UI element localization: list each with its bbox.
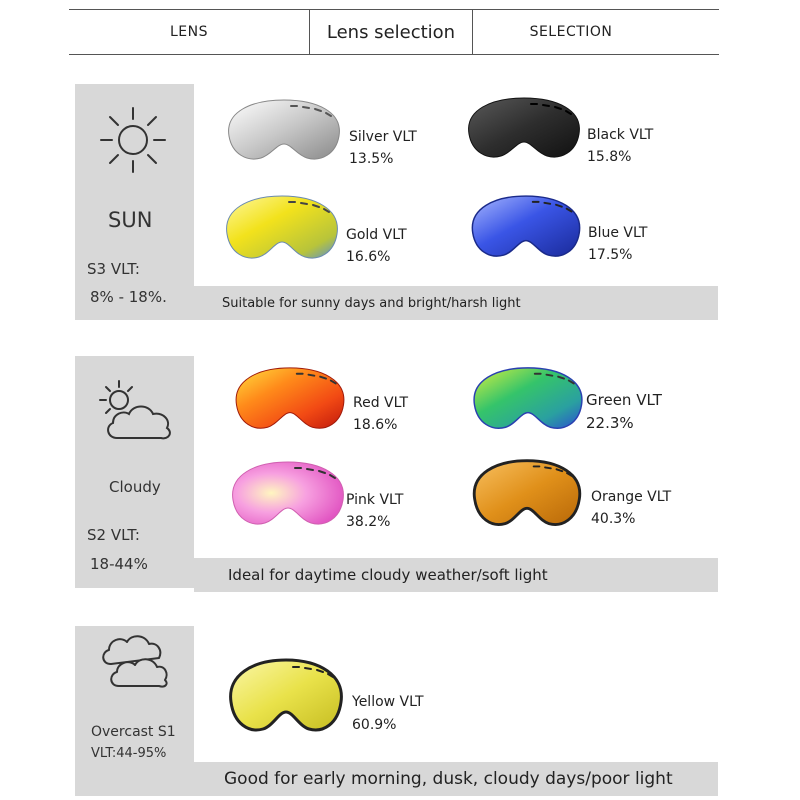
lens-name-black: Black VLT — [587, 127, 654, 143]
header-lens: LENS — [169, 24, 208, 40]
title-overcast: Overcast S1 — [91, 724, 176, 740]
band-overcast — [194, 762, 718, 796]
band-sun — [194, 286, 718, 320]
title-cloudy: Cloudy — [109, 478, 161, 496]
lens-green — [465, 364, 591, 436]
lens-name-red: Red VLT — [353, 395, 409, 411]
description-cloudy: Ideal for daytime cloudy weather/soft light — [228, 566, 548, 584]
section-sun — [75, 84, 718, 320]
lens-black — [461, 94, 587, 164]
lens-name-blue: Blue VLT — [588, 225, 648, 241]
band-cloudy — [194, 558, 718, 592]
lens-name-silver: Silver VLT — [349, 129, 417, 145]
section-overcast — [75, 626, 718, 796]
lens-orange — [467, 456, 587, 534]
section-cloudy — [75, 356, 718, 588]
lens-vlt-black: 15.8% — [587, 149, 632, 165]
header-lens-selection: Lens selection — [309, 10, 473, 54]
lens-vlt-red: 18.6% — [353, 417, 398, 433]
vlt-range-overcast: VLT:44-95% — [91, 746, 167, 761]
lens-name-gold: Gold VLT — [346, 227, 407, 243]
lens-name-orange: Orange VLT — [591, 489, 672, 505]
sun-icon — [95, 102, 171, 182]
lens-vlt-pink: 38.2% — [346, 514, 391, 530]
header-table — [69, 9, 719, 55]
title-sun: SUN — [108, 208, 153, 232]
partly-cloudy-icon — [93, 376, 177, 452]
lens-vlt-orange: 40.3% — [591, 511, 636, 527]
lens-name-yellow: Yellow VLT — [352, 694, 424, 710]
lens-vlt-green: 22.3% — [586, 414, 634, 432]
lens-vlt-silver: 13.5% — [349, 151, 394, 167]
lens-red — [227, 364, 353, 436]
vlt-label-cloudy: S2 VLT: — [87, 526, 140, 544]
vlt-range-cloudy: 18-44% — [90, 555, 148, 573]
lens-gold — [219, 192, 345, 266]
description-overcast: Good for early morning, dusk, cloudy days/poor light — [224, 769, 673, 789]
vlt-range-sun: 8% - 18%. — [90, 288, 167, 306]
lens-silver — [221, 96, 347, 166]
lens-vlt-gold: 16.6% — [346, 249, 391, 265]
lens-vlt-yellow: 60.9% — [352, 717, 397, 733]
vlt-label-sun: S3 VLT: — [87, 260, 140, 278]
lens-name-pink: Pink VLT — [346, 492, 404, 508]
lens-pink — [225, 458, 351, 532]
lens-yellow — [223, 656, 349, 738]
lens-name-green: Green VLT — [586, 391, 662, 409]
description-sun: Suitable for sunny days and bright/harsh light — [222, 295, 521, 311]
header-selection: SELECTION — [529, 24, 613, 40]
lens-vlt-blue: 17.5% — [588, 247, 633, 263]
lens-blue — [465, 192, 587, 264]
overcast-clouds-icon — [99, 630, 169, 696]
